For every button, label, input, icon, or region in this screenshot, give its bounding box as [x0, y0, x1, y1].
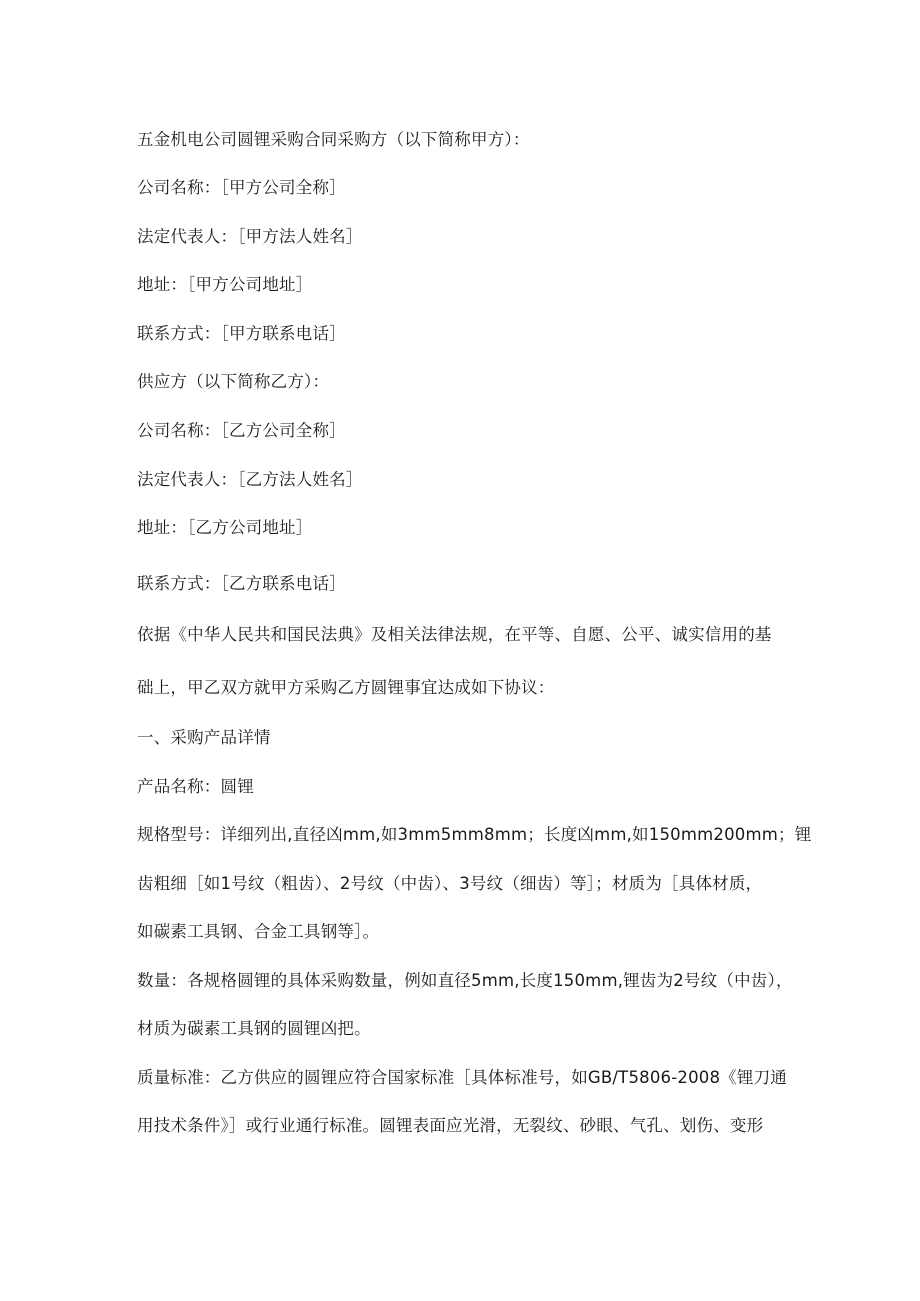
- quality-line-2: 用技术条件》］或行业通行标准。圆锂表面应光滑，无裂纹、砂眼、气孔、划伤、变形: [137, 1116, 764, 1135]
- buyer-address: 地址：［甲方公司地址］: [137, 275, 313, 294]
- spec-line-1: 规格型号：详细列出,直径凶mm,如3mm5mm8mm；长度凶mm,如150mm200mm；锂: [137, 825, 812, 844]
- supplier-legal-rep: 法定代表人：［乙方法人姓名］: [137, 470, 363, 489]
- supplier-company-name: 公司名称：［乙方公司全称］: [137, 421, 346, 440]
- spec-line-2: 齿粗细［如1号纹（粗齿）、2号纹（中齿）、3号纹（细齿）等］；材质为［具体材质，: [137, 874, 763, 893]
- buyer-company-name: 公司名称：［甲方公司全称］: [137, 178, 346, 197]
- preamble-line-1: 依据《中华人民共和国民法典》及相关法律法规，在平等、自愿、公平、诚实信用的基: [137, 625, 772, 644]
- buyer-contact: 联系方式：［甲方联系电话］: [137, 324, 346, 343]
- supplier-contact: 联系方式：［乙方联系电话］: [137, 574, 346, 593]
- product-name: 产品名称：圆锂: [137, 777, 254, 796]
- quantity-line-1: 数量：各规格圆锂的具体采购数量，例如直径5mm,长度150mm,锂齿为2号纹（中齿），: [137, 971, 793, 990]
- buyer-legal-rep: 法定代表人：［甲方法人姓名］: [137, 227, 363, 246]
- supplier-heading: 供应方（以下简称乙方）：: [137, 372, 330, 391]
- preamble-line-2: 础上，甲乙双方就甲方采购乙方圆锂事宜达成如下协议：: [137, 678, 555, 697]
- contract-title-buyer: 五金机电公司圆锂采购合同采购方（以下简称甲方）：: [137, 130, 530, 149]
- supplier-address: 地址：［乙方公司地址］: [137, 518, 313, 537]
- spec-line-3: 如碳素工具钢、合金工具钢等］。: [137, 922, 380, 941]
- section-heading-1: 一、采购产品详情: [137, 728, 271, 747]
- quality-line-1: 质量标准：乙方供应的圆锂应符合国家标准［具体标准号，如GB/T5806-2008《锂刀通: [137, 1068, 787, 1087]
- quantity-line-2: 材质为碳素工具钢的圆锂凶把。: [137, 1019, 371, 1038]
